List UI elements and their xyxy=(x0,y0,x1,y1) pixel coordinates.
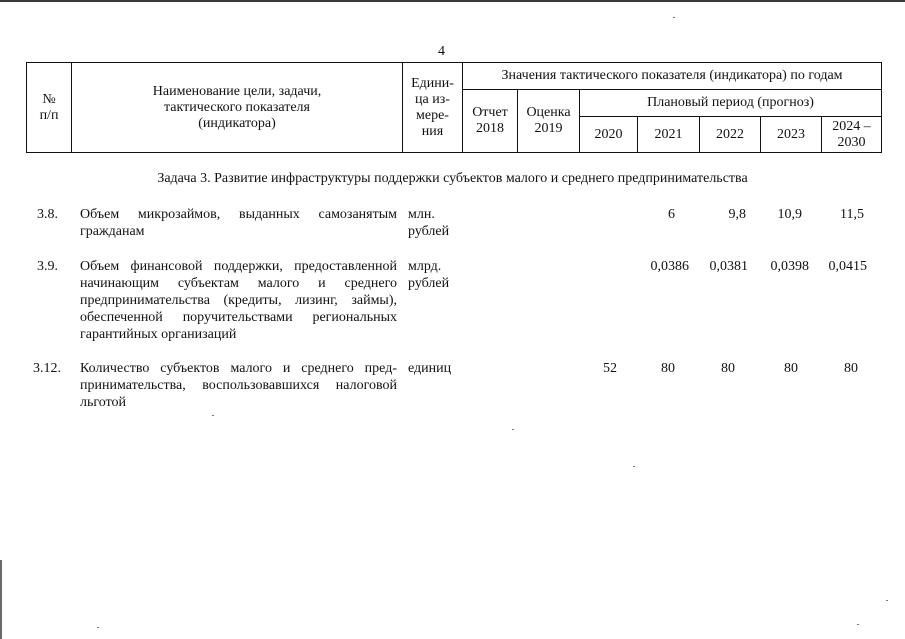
unit-of-measure: млн. рублей xyxy=(408,207,450,239)
scan-speck xyxy=(212,415,214,416)
header-year: 2024 – 2030 xyxy=(822,117,882,153)
header-col-num: № п/п xyxy=(27,63,72,153)
header-year: 2023 xyxy=(761,117,822,153)
indicator-name: Объем финансовой поддержки, предоставленной начинающим субъектам малого и среднего предпринимательства (кредиты, лизинг, займы), обеспеченной поручительствами региональных гарантийных организаций xyxy=(80,259,397,342)
scan-speck xyxy=(673,17,675,18)
value-2021: 80 xyxy=(661,361,675,376)
scan-speck xyxy=(97,627,99,628)
unit-of-measure: млрд. рублей xyxy=(408,259,450,291)
value-2021: 6 xyxy=(668,207,675,222)
header-group-title: Значения тактического показателя (индикатора) по годам xyxy=(463,63,882,90)
header-col-unit: Едини- ца из- мере- ния xyxy=(403,63,463,153)
row-number: 3.12. xyxy=(33,361,61,376)
value-2023: 10,9 xyxy=(777,207,802,222)
value-2023: 0,0398 xyxy=(770,259,809,274)
value-2021: 0,0386 xyxy=(650,259,689,274)
header-report: Отчет 2018 xyxy=(463,90,518,153)
row-number: 3.8. xyxy=(37,207,58,222)
value-2020: 52 xyxy=(603,361,617,376)
header-estimate: Оценка 2019 xyxy=(518,90,580,153)
scan-speck xyxy=(633,466,635,467)
value-2022: 80 xyxy=(721,361,735,376)
scan-speck xyxy=(857,624,859,625)
header-col-name: Наименование цели, задачи, тактического показателя (индикатора) xyxy=(72,63,403,153)
section-title: Задача 3. Развитие инфраструктуры поддержки субъектов малого и среднего предпринимательства xyxy=(157,171,748,186)
value-2022: 9,8 xyxy=(728,207,746,222)
row-number: 3.9. xyxy=(37,259,58,274)
header-year: 2020 xyxy=(580,117,638,153)
indicator-name: Количество субъектов малого и среднего пред-принимательства, воспользовавшихся налоговой льготой xyxy=(80,361,397,410)
header-year: 2021 xyxy=(638,117,700,153)
scan-top-edge xyxy=(0,0,905,7)
value-2024-2030: 80 xyxy=(844,361,858,376)
value-2024-2030: 11,5 xyxy=(840,207,864,222)
header-table xyxy=(26,62,882,153)
value-2023: 80 xyxy=(784,361,798,376)
header-year: 2022 xyxy=(700,117,761,153)
indicator-name: Объем микрозаймов, выданных самозанятым гражданам xyxy=(80,207,397,239)
scan-left-edge xyxy=(0,560,2,639)
scan-speck xyxy=(886,600,888,601)
unit-of-measure: единиц xyxy=(408,361,452,376)
value-2024-2030: 0,0415 xyxy=(828,259,867,274)
value-2022: 0,0381 xyxy=(709,259,748,274)
header-plan-title: Плановый период (прогноз) xyxy=(580,90,882,117)
scan-speck xyxy=(512,429,514,430)
page-number: 4 xyxy=(438,44,445,59)
